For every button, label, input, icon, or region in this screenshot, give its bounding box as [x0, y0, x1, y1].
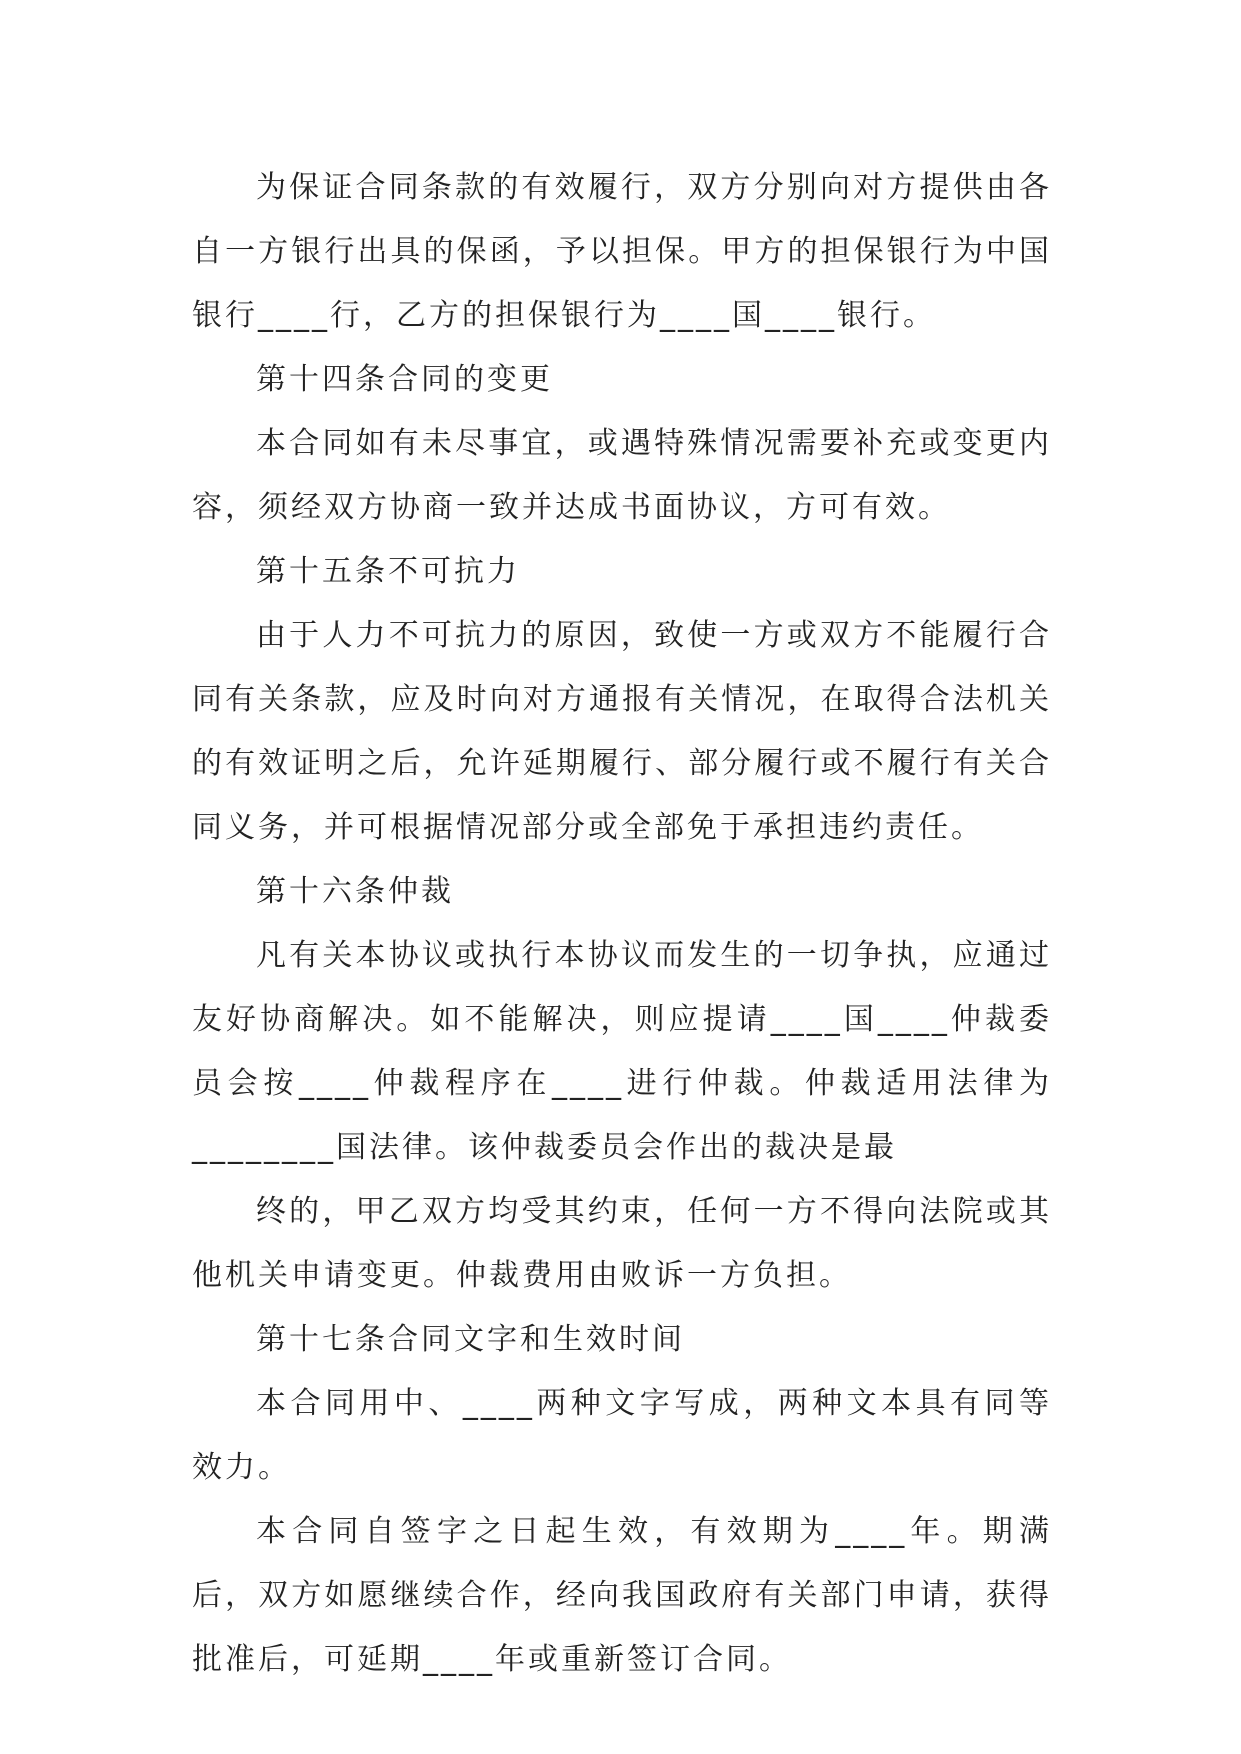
paragraph-effective-date: 本合同自签字之日起生效，有效期为____年。期满后，双方如愿继续合作，经向我国政府有关部门申请，获得批准后，可延期____年或重新签订合同。: [192, 1514, 1052, 1677]
heading-article-14: 第十四条合同的变更: [256, 362, 553, 397]
paragraph-arbitration: 凡有关本协议或执行本协议而发生的一切争执，应通过友好协商解决。如不能解决，则应提请____国____仲裁委员会按____仲裁程序在____进行仲裁。仲裁适用法律为________国法律。该仲裁委员会作出的裁决是最: [192, 938, 1052, 1165]
paragraph-amendment: 本合同如有未尽事宜，或遇特殊情况需要补充或变更内容，须经双方协商一致并达成书面协议，方可有效。: [192, 426, 1052, 525]
heading-article-15: 第十五条不可抗力: [256, 554, 520, 589]
heading-article-17: 第十七条合同文字和生效时间: [256, 1322, 685, 1357]
paragraph-arbitration-cont: 终的，甲乙双方均受其约束，任何一方不得向法院或其他机关申请变更。仲裁费用由败诉一方负担。: [192, 1194, 1052, 1293]
heading-article-16: 第十六条仲裁: [256, 874, 454, 909]
paragraph-guarantee: 为保证合同条款的有效履行，双方分别向对方提供由各自一方银行出具的保函，予以担保。甲方的担保银行为中国银行____行，乙方的担保银行为____国____银行。: [192, 170, 1052, 333]
paragraph-force-majeure: 由于人力不可抗力的原因，致使一方或双方不能履行合同有关条款，应及时向对方通报有关情况，在取得合法机关的有效证明之后，允许延期履行、部分履行或不履行有关合同义务，并可根据情况部分或全部免于承担违约责任。: [192, 618, 1052, 845]
document-body: [192, 156, 1052, 1692]
paragraph-languages: 本合同用中、____两种文字写成，两种文本具有同等效力。: [192, 1386, 1052, 1485]
